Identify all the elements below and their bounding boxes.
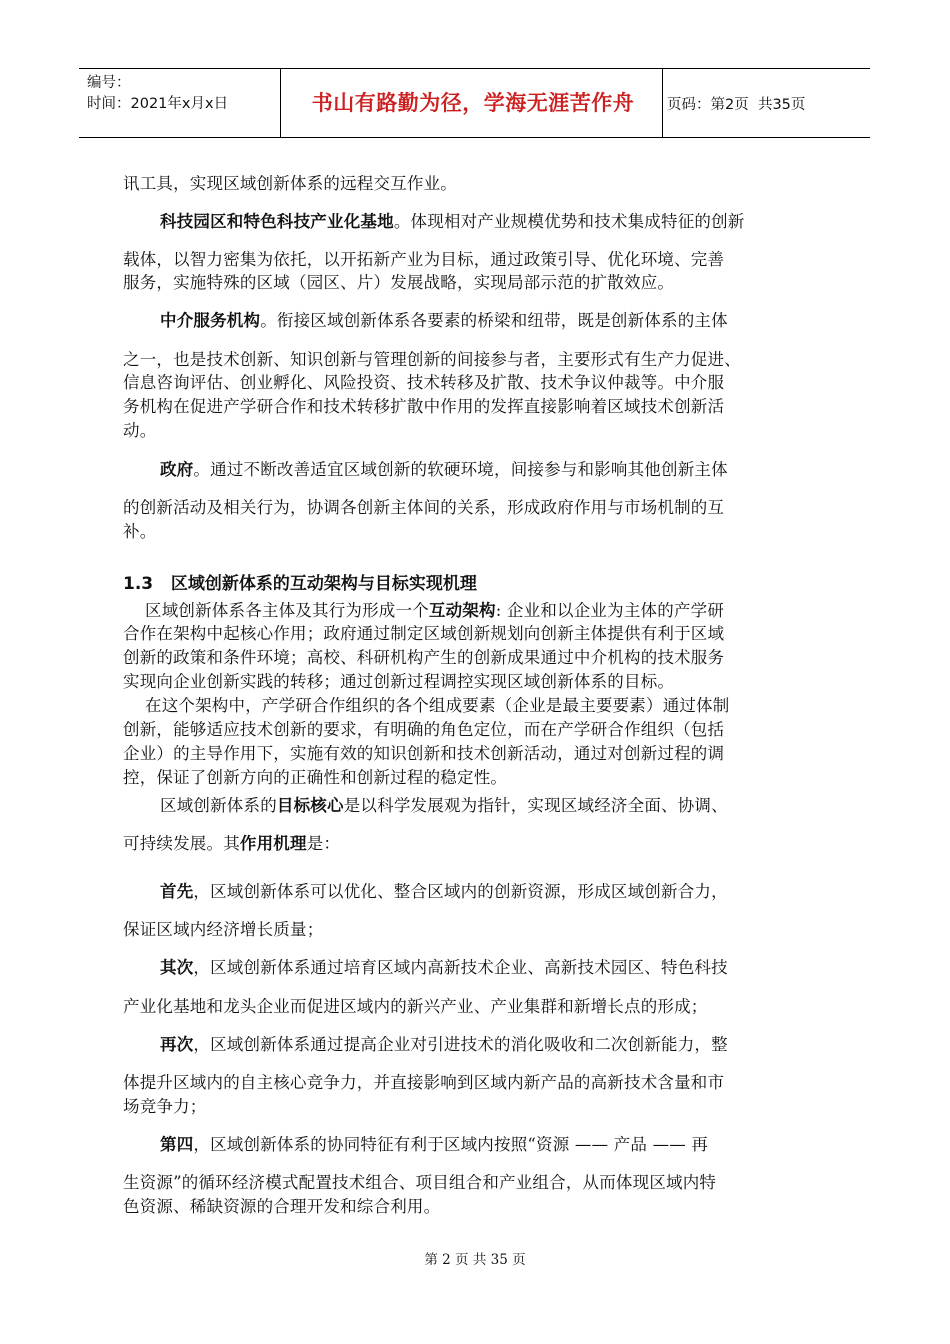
body-line: 科技园区和特色科技产业化基地。体现相对产业规模优势和技术集成特征的创新 [160, 212, 745, 231]
section-title: 区域创新体系的互动架构与目标实现机理 [170, 574, 477, 594]
bold-term: 科技园区和特色科技产业化基地 [160, 212, 394, 231]
body-line: 讯工具，实现区域创新体系的远程交互作业。 [123, 174, 457, 193]
body-line: 之一，也是技术创新、知识创新与管理创新的间接参与者，主要形式有生产力促进、 [123, 350, 741, 369]
body-line: 其次，区域创新体系通过培育区域内高新技术企业、高新技术园区、特色科技 [160, 958, 728, 977]
body-line: 区域创新体系的目标核心是以科学发展观为指针，实现区域经济全面、协调、 [160, 796, 728, 815]
body-line: 可持续发展。其作用机理是： [123, 834, 341, 853]
bold-term: 其次 [160, 958, 194, 977]
body-line: 创新的政策和条件环境；高校、科研机构产生的创新成果通过中介机构的技术服务 [123, 648, 725, 667]
bold-term: 中介服务机构 [160, 311, 261, 330]
time-label: 时间：2021年x月x日 [87, 96, 229, 112]
body-line: 在这个架构中，产学研合作组织的各个组成要素（企业是最主要要素）通过体制 [145, 696, 730, 715]
body-line: 实现向企业创新实践的转移；通过创新过程调控实现区域创新体系的目标。 [123, 672, 675, 691]
header-divider [662, 69, 663, 137]
body-line: 中介服务机构。衔接区域创新体系各要素的桥梁和纽带，既是创新体系的主体 [160, 311, 728, 330]
section-number: 1.3 [123, 574, 154, 594]
body-line: 务机构在促进产学研合作和技术转移扩散中作用的发挥直接影响着区域技术创新活 [123, 397, 725, 416]
body-line: 的创新活动及相关行为，协调各创新主体间的关系，形成政府作用与市场机制的互 [123, 498, 725, 517]
body-line: 区域创新体系各主体及其行为形成一个互动架构: 企业和以企业为主体的产学研 [145, 601, 725, 620]
body-line: 第四，区域创新体系的协同特征有利于区域内按照“资源 —— 产品 —— 再 [160, 1135, 709, 1154]
header-divider [280, 69, 281, 137]
bold-term: 第四 [160, 1135, 194, 1154]
body-line: 企业）的主导作用下，实施有效的知识创新和技术创新活动，通过对创新过程的调 [123, 744, 725, 763]
body-line: 保证区域内经济增长质量； [123, 920, 324, 939]
body-line: 合作在架构中起核心作用；政府通过制定区域创新规划向创新主体提供有利于区域 [123, 624, 725, 643]
bold-term: 目标核心 [276, 796, 344, 815]
body-line: 生资源”的循环经济模式配置技术组合、项目组合和产业组合，从而体现区域内特 [123, 1173, 717, 1192]
body-line: 产业化基地和龙头企业而促进区域内的新兴产业、产业集群和新增长点的形成； [123, 997, 708, 1016]
body-line: 补。 [123, 522, 157, 541]
bold-term: 首先 [160, 882, 194, 901]
number-label: 编号： [87, 75, 131, 91]
body-line: 载体，以智力密集为依托，以开拓新产业为目标，通过政策引导、优化环境、完善 [123, 250, 725, 269]
body-line: 体提升区域内的自主核心竞争力，并直接影响到区域内新产品的高新技术含量和市 [123, 1073, 725, 1092]
page-header [79, 68, 870, 138]
body-line: 色资源、稀缺资源的合理开发和综合利用。 [123, 1197, 441, 1216]
header-motto: 书山有路勤为径，学海无涯苦作舟 [311, 91, 635, 115]
header-meta [87, 73, 228, 115]
body-line: 创新，能够适应技术创新的要求，有明确的角色定位，而在产学研合作组织（包括 [123, 720, 725, 739]
body-line: 场竞争力； [123, 1097, 207, 1116]
page-footer: 第 2 页 共 35 页 [424, 1252, 526, 1268]
body-line: 政府。通过不断改善适宜区域创新的软硬环境，间接参与和影响其他创新主体 [160, 460, 728, 479]
bold-term: 再次 [160, 1035, 194, 1054]
bold-term: 政府 [160, 460, 194, 479]
bold-term: 作用机理 [239, 834, 307, 853]
body-line: 服务，实施特殊的区域（园区、片）发展战略，实现局部示范的扩散效应。 [123, 273, 675, 292]
bold-term: 互动架构 [428, 601, 496, 620]
header-page-info: 页码：第2页 共35页 [667, 97, 806, 113]
body-line: 再次，区域创新体系通过提高企业对引进技术的消化吸收和二次创新能力，整 [160, 1035, 728, 1054]
section-heading [123, 569, 477, 594]
body-line: 首先，区域创新体系可以优化、整合区域内的创新资源，形成区域创新合力， [160, 882, 728, 901]
body-line: 动。 [123, 421, 157, 440]
body-line: 信息咨询评估、创业孵化、风险投资、技术转移及扩散、技术争议仲裁等。中介服 [123, 373, 725, 392]
body-line: 控，保证了创新方向的正确性和创新过程的稳定性。 [123, 768, 508, 787]
